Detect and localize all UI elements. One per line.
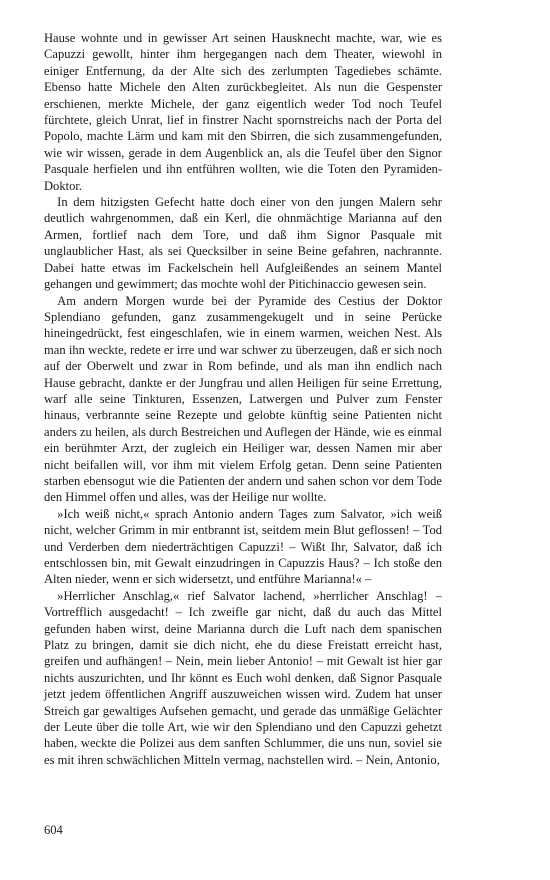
paragraph-1: Hause wohnte und in gewisser Art seinen Hausknecht machte, war, wie es Capuzzi gewollt, hinter ihm hergegangen nach dem Theater, wiewohl in einiger Entfernung, da der Alte sich des zerlumpten Tagediebes schämte. Ebenso hatte Michele den Alten zurückbegleitet. Als nun die Gespenster erschienen, merkte Michele, der ganz eigentlich weder Tod noch Teufel fürchtete, gleich Unrat, lief in finstrer Nacht spornstreichs nach der Porta del Popolo, machte Lärm und kam mit den Sbirren, die sich zusammengefunden, wie wir wissen, gerade in dem Augenblick an, als die Teufel über den Signor Pasquale herfielen und ihn entführen wollten, wie die Toten den Pyramiden-Doktor. [44, 31, 442, 193]
paragraph-4: »Ich weiß nicht,« sprach Antonio andern Tages zum Salvator, »ich weiß nicht, welcher Grimm in mir entbrannt ist, seitdem mein Blut geflossen! – Tod und Verderben dem niederträchtigen Capuzzi! – Wißt Ihr, Salvator, daß ich entschlossen bin, mit Gewalt einzudringen in Capuzzis Haus? – Ich stoße den Alten nieder, wenn er sich widersetzt, und entführe Marianna!« – [44, 506, 442, 587]
paragraph-2: In dem hitzigsten Gefecht hatte doch einer von den jungen Malern sehr deutlich wahrgenommen, daß ein Kerl, die ohnmächtige Marianna auf den Armen, fortlief nach dem Tore, und daß ihm Signor Pasquale mit unglaublicher Hast, als sei Quecksilber in seine Beine gefahren, nachrannte. Dabei hatte etwas im Fackelschein hell Aufgleißendes an seinem Mantel gehangen und gewimmert; das mochte wohl der Pitichinaccio gewesen sein. [44, 195, 442, 292]
paragraph-3: Am andern Morgen wurde bei der Pyramide des Cestius der Doktor Splendiano gefunden, ganz zusammengekugelt und in seine Perücke hineingedrückt, fest eingeschlafen, wie in einem warmen, weichen Nest. Als man ihn weckte, redete er irre und war schwer zu überzeugen, daß er sich noch auf der Oberwelt und zwar in Rom befinde, und als man ihn endlich nach Hause gebracht, dankte er der Jungfrau und allen Heiligen für seine Errettung, warf alle seine Tinkturen, Essenzen, Latwergen und Pulver zum Fenster hinaus, verbrannte seine Rezepte und gelobte künftig seine Patienten nicht anders zu heilen, als durch Bestreichen und Auflegen der Hände, wie es einmal ein berühmter Arzt, der zugleich ein Heiliger war, dessen Namen mir aber nicht beifallen will, vor ihm mit vielem Erfolg getan. Denn seine Patienten starben ebensogut wie die Patienten der andern und sahen schon vor dem Tode den Himmel offen und alles, was der Heilige nur wollte. [44, 293, 442, 505]
paragraph-5: »Herrlicher Anschlag,« rief Salvator lachend, »herrlicher Anschlag! – Vortrefflich ausgedacht! – Ich zweifle gar nicht, daß du auch das Mittel gefunden haben wirst, deine Marianna durch die Luft nach dem spanischen Platz zu bringen, damit sie dich nicht, ehe du diese Freistatt erreicht hast, greifen und aufhängen! – Nein, mein lieber Antonio! – mit Gewalt ist hier gar nichts auszurichten, und Ihr könnt es Euch wohl denken, daß Signor Pasquale jetzt jedem öffentlichen Angriff auszuweichen wissen wird. Zudem hat unser Streich gar gewaltiges Aufsehen gemacht, und gerade das unmäßige Gelächter der Leute über die tolle Art, wie wir den Splendiano und den Capuzzi gehetzt haben, weckte die Polizei aus dem sanften Schlummer, die uns nun, soviel sie es mit ihren schwächlichen Mitteln vermag, nachstellen wird. – Nein, Antonio, [44, 588, 442, 767]
body-text [44, 30, 442, 768]
page-number: 604 [44, 823, 63, 837]
